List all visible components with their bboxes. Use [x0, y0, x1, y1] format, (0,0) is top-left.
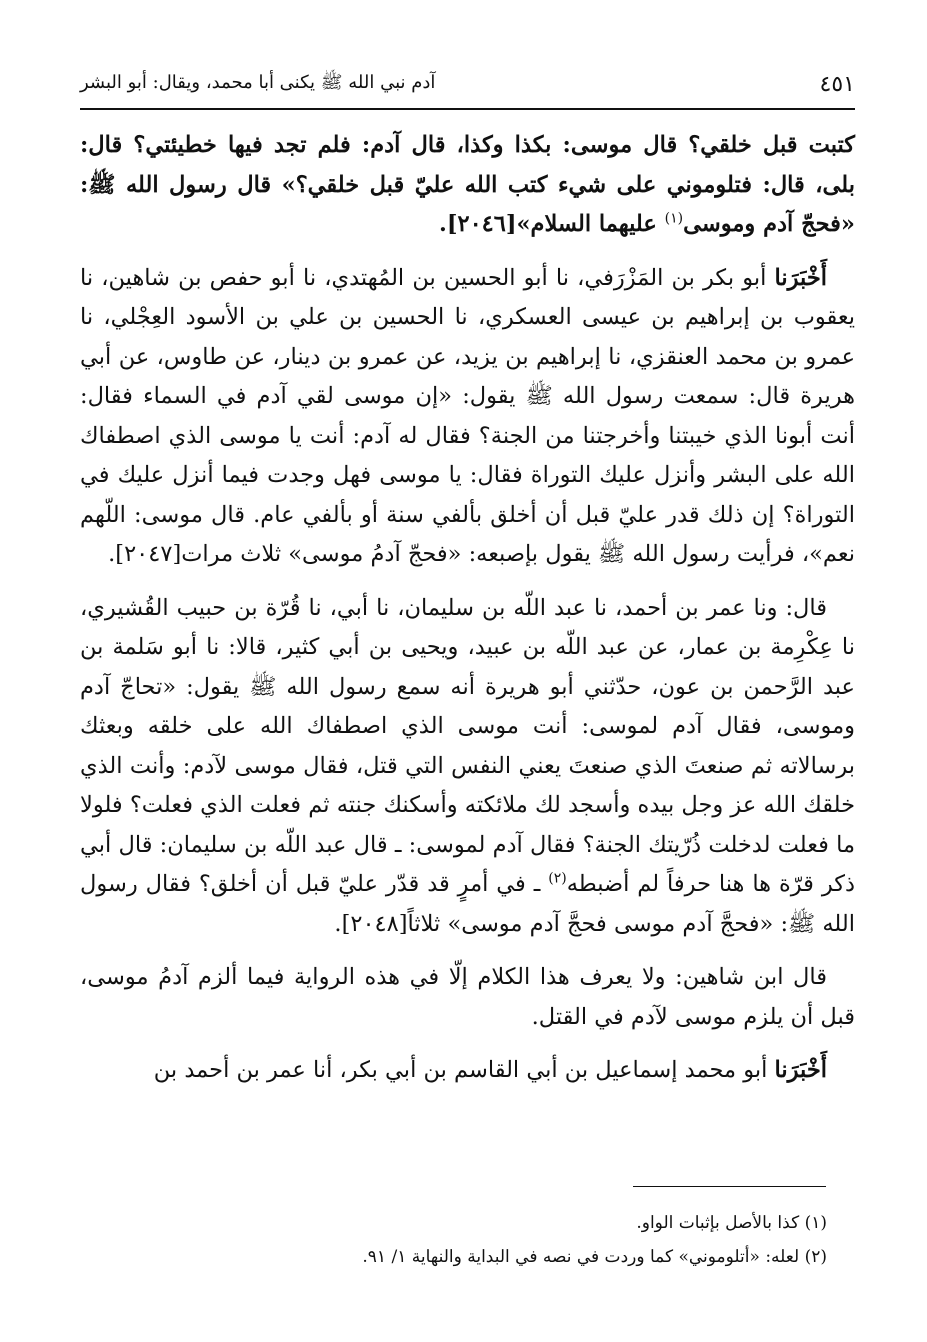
- main-text: [80, 126, 855, 1105]
- paragraph: [80, 259, 855, 575]
- paragraph-text: أبو بكر بن المَزْرَفي، نا أبو الحسين بن المُهتدي، نا أبو حفص بن شاهين، نا يعقوب بن إبراهيم بن عيسى العسكري، نا الحسين بن علي بن الأسود العِجْلي، نا عمرو بن محمد العنقزي، نا إبراهيم بن يزيد، عن عمرو بن دينار، عن طاوس، عن أبي هريرة قال: سمعت رسول الله ﷺ يقول: «إن موسى لقي آدم في السماء فقال: أنت أبونا الذي خيبتنا وأخرجتنا من الجنة؟ فقال له آدم: أنت يا موسى الذي اصطفاك الله على البشر وأنزل عليك التوراة فقال: يا موسى فهل وجدت فيما أنزل عليك في التوراة؟ إن ذلك قدر عليّ قبل أن أخلق بألفي سنة أو بألفي عام. قال موسى: اللّهم نعم»، فرأيت رسول الله ﷺ يقول بإصبعه: «فحجّ آدمُ موسى» ثلاث مرات[٢٠٤٧].: [80, 264, 855, 567]
- lead-word: أَخْبَرَنا: [774, 1057, 827, 1083]
- running-header: [80, 66, 855, 102]
- running-title: آدم نبي الله ﷺ يكنى أبا محمد، ويقال: أبو البشر: [80, 72, 436, 93]
- paragraph-tail: ـ في أمرٍ قد قدّر عليّ قبل أن أخلق؟ فقال رسول الله ﷺ: «فحجَّ آدم موسى فحجَّ آدم موسى» ثلاثاً[٢٠٤٨].: [80, 871, 855, 937]
- paragraph: [80, 589, 855, 945]
- page-number: ٤٥١: [819, 71, 855, 97]
- paragraph-text: أبو محمد إسماعيل بن أبي القاسم بن أبي بكر، أنا عمر بن أحمد بن: [153, 1057, 775, 1083]
- footnote-rule: [633, 1186, 826, 1187]
- footnote: (٢) لعله: «أتلوموني» كما وردت في نصه في البداية والنهاية ١/ ٩١.: [362, 1247, 827, 1267]
- paragraph-text: قال ابن شاهين: ولا يعرف هذا الكلام إلّا في هذه الرواية فيما ألزم آدمُ موسى، قبل أن يلزم موسى لآدم في القتل.: [80, 964, 855, 1030]
- paragraph: [80, 958, 855, 1037]
- header-rule: [80, 108, 855, 110]
- footnote: (١) كذا بالأصل بإثبات الواو.: [636, 1213, 827, 1233]
- paragraph: [80, 1051, 855, 1091]
- paragraph-text: كتبت قبل خلقي؟ قال موسى: بكذا وكذا، قال آدم: فلم تجد فيها خطيئتي؟ قال: بلى، قال: فتلوموني على شيء كتب الله عليّ قبل خلقي؟» قال رسول الله ﷺ: «فحجّ آدم وموسى: [80, 132, 855, 237]
- footnote-ref: (٢): [548, 870, 567, 887]
- footnote-ref: (١): [664, 210, 684, 227]
- paragraph-text: قال: ونا عمر بن أحمد، نا عبد اللّه بن سليمان، نا أبي، نا قُرّة بن حبيب القُشيري، نا عِكْرِمة بن عمار، عن عبد اللّه بن عبيد، ويحيى بن أبي كثير، قالا: نا أبو سَلمة بن عبد الرَّحمن بن عون، حدّثني أبو هريرة أنه سمع رسول الله ﷺ يقول: «تحاجّ آدم وموسى، فقال آدم لموسى: أنت موسى الذي اصطفاك الله على خلقه وبعثك برسالاته ثم صنعتَ الذي صنعتَ يعني النفس التي قتل، فقال موسى لآدم: وأنت الذي خلقك الله عز وجل بيده وأسجد لك ملائكته وأسكنك جنته ثم فعلت الذي فعلت؟ فلولا ما فعلت لدخلت ذُرّيتك الجنة؟ فقال آدم لموسى: ـ قال عبد اللّه بن سليمان: قال أبي ذكر قرّة ها هنا حرفاً لم أضبطه: [80, 594, 855, 897]
- paragraph-tail: عليهما السلام»[٢٠٤٦].: [439, 211, 665, 237]
- paragraph: [80, 126, 855, 245]
- footnotes: [80, 1206, 827, 1274]
- lead-word: أَخْبَرَنا: [774, 264, 827, 291]
